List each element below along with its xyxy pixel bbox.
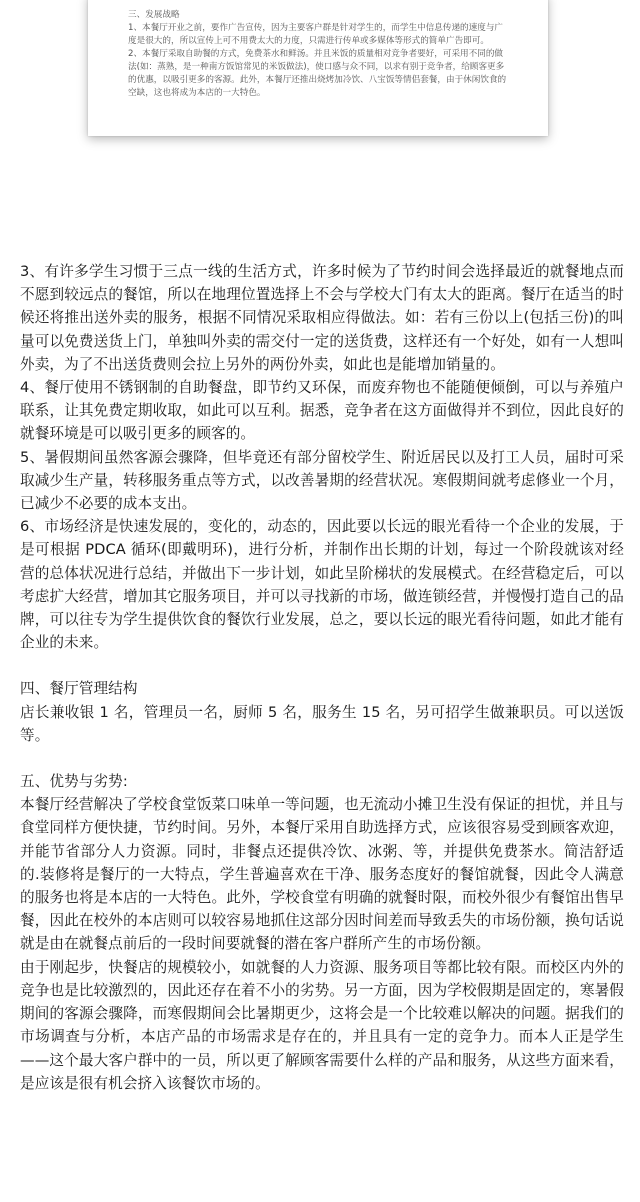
- paragraph-3: 3、有许多学生习惯于三点一线的生活方式，许多时候为了节约时间会选择最近的就餐地点而不愿到较远点的餐馆，所以在地理位置选择上不会与学校大门有太大的距离。餐厅在适当的时候还将推出送外卖的服务，根据不同情况采取相应得做法。如：若有三份以上(包括三份)的叫量可以免费送货上门，单独叫外卖的需交付一定的送货费，这样还有一个好处，如有一人想叫外卖，为了不出送货费则会拉上另外的两份外卖，如此也是能增加销量的。: [20, 263, 624, 373]
- section-4-title: 四、餐厅管理结构: [20, 680, 138, 698]
- paragraph-4: 4、餐厅使用不锈钢制的自助餐盘，即节约又环保，而废弃物也不能随便倾倒，可以与养殖户联系，让其免费定期收取，如此可以互利。据悉，竞争者在这方面做得并不到位，因此良好的就餐环境是可以吸引更多的顾客的。: [20, 379, 624, 443]
- section-4-text: 店长兼收银 1 名，管理员一名，厨师 5 名，服务生 15 名，另可招学生做兼职员。可以送饭等。: [20, 703, 624, 744]
- doc-section-title: 三、发展战略: [128, 10, 180, 20]
- doc-point-1: 1、本餐厅开业之前，要作广告宣传，因为主要客户群是针对学生的，而学生中信息传递的速度与广度是很大的，所以宣传上可不用费太大的力度，只需进行传单或多媒体等形式的简单广告即可。: [128, 23, 504, 46]
- article-body: [20, 260, 624, 1095]
- paragraph-5: 5、暑假期间虽然客源会骤降，但毕竟还有部分留校学生、附近居民以及打工人员，届时可采取减少生产量，转移服务重点等方式，以改善暑期的经营状况。寒假期间就考虑修业一个月，已减少不必要的成本支出。: [20, 448, 624, 513]
- section-5-title: 五、优势与劣势:: [20, 773, 128, 791]
- section-5-paragraph-1: 本餐厅经营解决了学校食堂饭菜口味单一等问题，也无流动小摊卫生没有保证的担忧，并且与食堂同样方便快捷，节约时间。另外，本餐厅采用自助选择方式，应该很容易受到顾客欢迎，并能节省部分人力资源。同时，非餐点还提供冷饮、冰粥、等，并提供免费茶水。简洁舒适的.装修将是餐厅的一大特点，学生普遍喜欢在干净、服务态度好的餐馆就餐，因此令人满意的服务也将是本店的一大特色。此外，学校食堂有明确的就餐时限，而校外很少有餐馆出售早餐，因此在校外的本店则可以较容易地抓住这部分因时间差而导致丢失的市场份额，换句话说就是由在就餐点前后的一段时间要就餐的潜在客户群所产生的市场份额。: [20, 796, 624, 953]
- spacer: [20, 654, 624, 677]
- doc-top-line: [128, 0, 508, 2]
- paragraph-6: 6、市场经济是快速发展的，变化的，动态的，因此要以长远的眼光看待一个企业的发展，于是可根据 PDCA 循环(即戴明环)，进行分析，并制作出长期的计划，每过一个阶段就该对经营的总体状况进行总结，并做出下一步计划，如此呈阶梯状的发展模式。在经营稳定后，可以考虑扩大经营，增加其它服务项目，并可以寻找新的市场，做连锁经营，并慢慢打造自己的品牌，可以往专为学生提供饮食的餐饮行业发展，总之，要以长远的眼光看待问题，如此才能有企业的未来。: [20, 518, 624, 652]
- section-5-paragraph-2: 由于刚起步，快餐店的规模较小，如就餐的人力资源、服务项目等都比较有限。而校区内外的竞争也是比较激烈的，因此还存在着不小的劣势。另一方面，因为学校假期是固定的，寒暑假期间的客源会骤降，而寒假期间会比暑期更少，这将会是一个比较难以解决的问题。据我们的市场调查与分析，本店产品的市场需求是存在的，并且具有一定的竞争力。而本人正是学生——这个最大客户群中的一员，所以更了解顾客需要什么样的产品和服务，从这些方面来看，是应该是很有机会挤入该餐饮市场的。: [20, 958, 624, 1092]
- spacer: [20, 747, 624, 770]
- document-page-image: [88, 0, 548, 136]
- document-page-text: [128, 0, 508, 100]
- doc-point-2: 2、本餐厅采取自助餐的方式，免费茶水和鲜汤。并且米饭的质量相对竞争者要好，可采用不同的做法(如：蒸熟，是一种南方饭馆常见的米饭做法)，使口感与众不同，以求有别于竞争者，给顾客更多的优惠，以吸引更多的客源。此外，本餐厅还推出烧烤加冷饮、八宝饭等情侣套餐，由于休闲饮食的空缺，这也将成为本店的一大特色。: [128, 49, 507, 98]
